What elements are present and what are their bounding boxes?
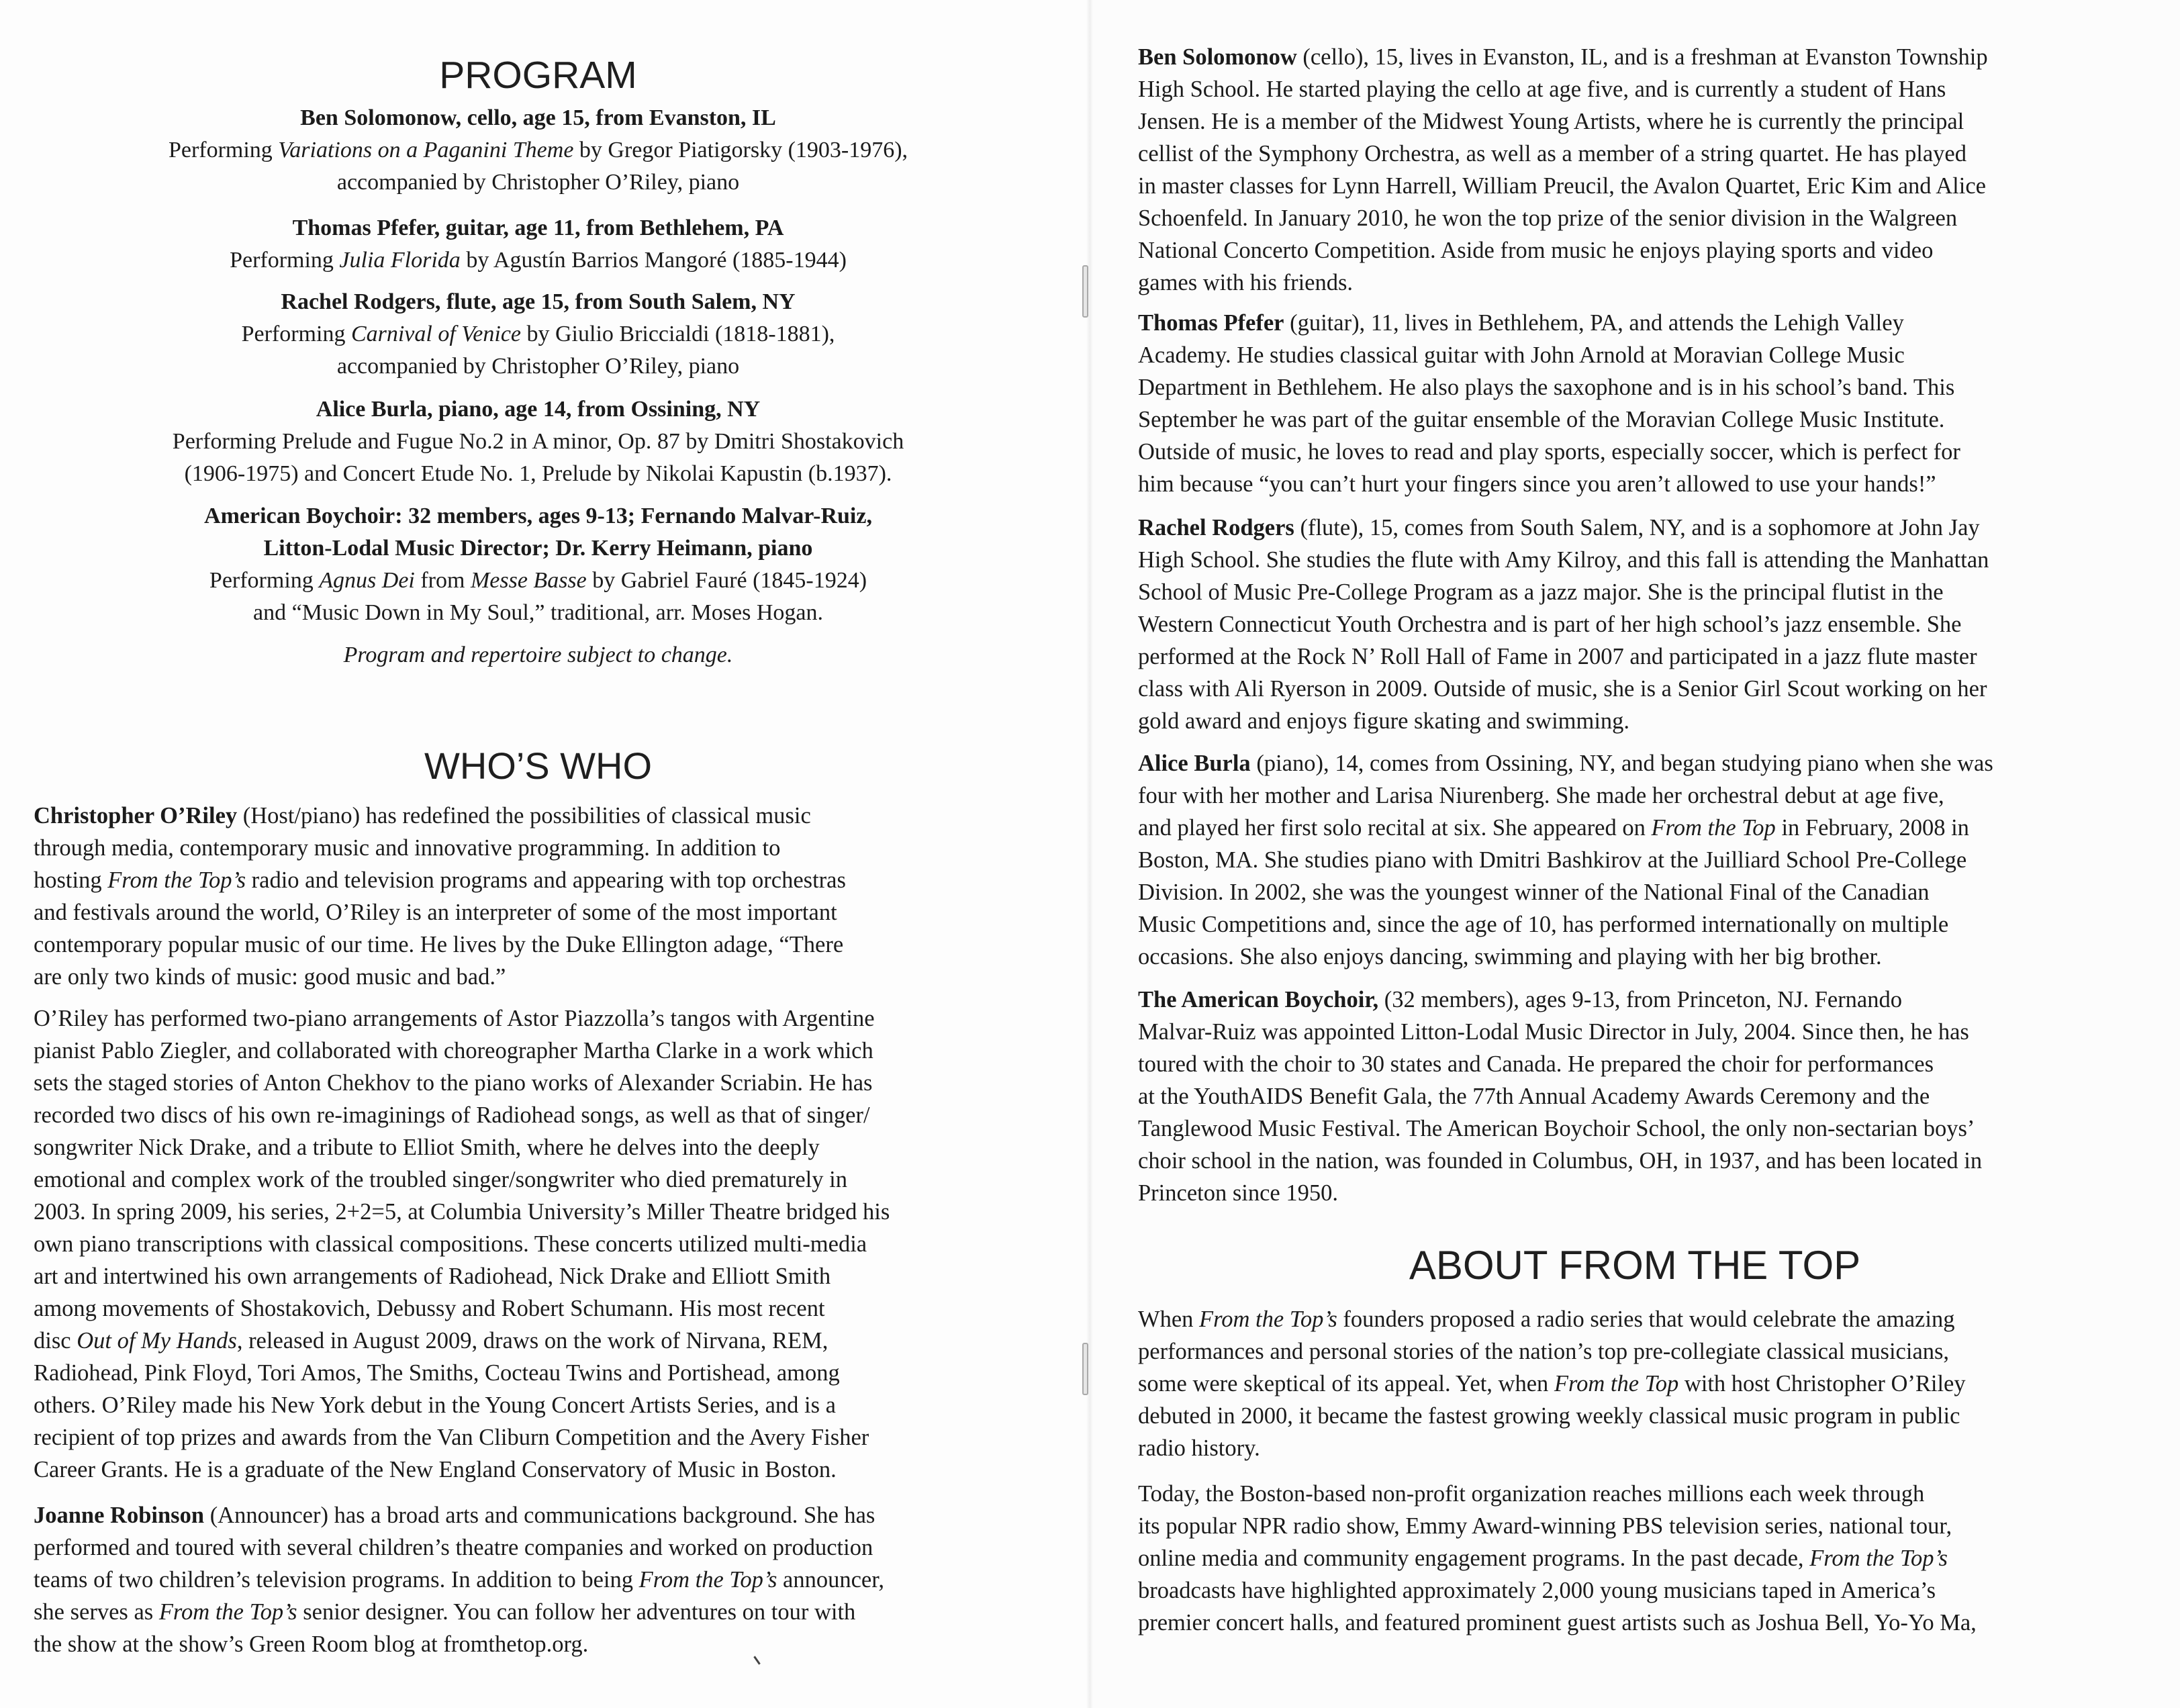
italic-text: From the Top’s xyxy=(638,1567,777,1593)
text: in February, 2008 in xyxy=(1775,815,1969,841)
bio-pfefer xyxy=(1138,307,1960,500)
text: disc xyxy=(34,1328,77,1354)
bio-line: emotional and complex work of the troubled singer/songwriter who died prematurely in xyxy=(34,1167,847,1192)
program-entry-accompaniment: accompanied by Christopher O’Riley, piano xyxy=(336,354,740,379)
italic-text: Out of My Hands xyxy=(77,1328,237,1354)
about-paragraph-1 xyxy=(1138,1303,1966,1464)
piece-title: Agnus Dei xyxy=(319,568,415,593)
italic-text: From the Top’s xyxy=(1199,1307,1337,1332)
text: and played her first solo recital at six. She appeared on xyxy=(1138,815,1652,841)
bio-line: contemporary popular music of our time. He lives by the Duke Ellington adage, “There xyxy=(34,932,844,957)
bio-line: School of Music Pre-College Program as a jazz major. She is the principal flutist in the xyxy=(1138,579,1944,605)
text: she serves as xyxy=(34,1599,159,1625)
text: online media and community engagement programs. In the past decade, xyxy=(1138,1546,1810,1571)
text: by Gregor Piatigorsky (1903-1976), xyxy=(573,138,908,162)
italic-text: From the Top’s xyxy=(1809,1546,1948,1571)
bio-line: recipient of top prizes and awards from the Van Cliburn Competition and the Avery Fisher xyxy=(34,1425,869,1450)
bio-line: Boston, MA. She studies piano with Dmitri Bashkirov at the Juilliard School Pre-College xyxy=(1138,847,1967,873)
bio-line: 2003. In spring 2009, his series, 2+2=5, at Columbia University’s Miller Theatre bridged his xyxy=(34,1199,890,1225)
about-heading: ABOUT FROM THE TOP xyxy=(1409,1243,1861,1288)
program-heading: PROGRAM xyxy=(439,54,637,97)
text: some were skeptical of its appeal. Yet, when xyxy=(1138,1371,1554,1396)
bio-line: Malvar-Ruiz was appointed Litton-Lodal Music Director in July, 2004. Since then, he has xyxy=(1138,1019,1969,1045)
program-entry-performance: (1906-1975) and Concert Etude No. 1, Prelude by Nikolai Kapustin (b.1937). xyxy=(184,461,892,486)
bio-line: through media, contemporary music and innovative programming. In addition to xyxy=(34,835,781,861)
bio-line: debuted in 2000, it became the fastest growing weekly classical music program in public xyxy=(1138,1403,1960,1429)
program-entry-headline: Thomas Pfefer, guitar, age 11, from Bethlehem, PA xyxy=(292,216,784,240)
bio-line xyxy=(1138,747,1993,779)
text: , released in August 2009, draws on the work of Nirvana, REM, xyxy=(236,1328,828,1354)
bio-line: Music Competitions and, since the age of 10, has performed internationally on multiple xyxy=(1138,912,1949,937)
bio-burla xyxy=(1138,747,1993,973)
text: Performing xyxy=(168,138,279,162)
bio-line xyxy=(34,1564,884,1596)
bio-line: class with Ali Ryerson in 2009. Outside of music, she is a Senior Girl Scout working on her xyxy=(1138,676,1987,702)
bio-name: The American Boychoir, xyxy=(1138,987,1379,1012)
program-entry-headline: American Boychoir: 32 members, ages 9-13; Fernando Malvar-Ruiz, xyxy=(204,504,872,528)
bio-line: High School. He started playing the cello at age five, and is currently a student of Hans xyxy=(1138,77,1946,102)
bio-name: Christopher O’Riley xyxy=(34,803,238,828)
bio-oriley-intro xyxy=(34,800,846,993)
bio-line: in master classes for Lynn Harrell, William Preucil, the Avalon Quartet, Eric Kim and Alice xyxy=(1138,173,1986,199)
program-entry-performance xyxy=(54,318,1023,350)
bio-line xyxy=(1138,984,1982,1016)
bio-line: cellist of the Symphony Orchestra, as well as a member of a string quartet. He has played xyxy=(1138,141,1966,167)
program-note xyxy=(54,639,1023,671)
piece-title: Messe Basse xyxy=(470,568,587,593)
bio-line xyxy=(1138,1368,1966,1400)
program-entry-performance xyxy=(54,565,1023,597)
bio-line: four with her mother and Larisa Niurenberg. She made her orchestral debut at age five, xyxy=(1138,783,1944,808)
program-entry-rodgers xyxy=(54,286,1023,383)
bio-line: sets the staged stories of Anton Chekhov to the piano works of Alexander Scriabin. He has xyxy=(34,1070,873,1096)
bio-line: others. O’Riley made his New York debut in the Young Concert Artists Series, and is a xyxy=(34,1392,836,1418)
bio-line: gold award and enjoys figure skating and swimming. xyxy=(1138,708,1630,734)
piece-title: Variations on a Paganini Theme xyxy=(278,138,574,162)
italic-text: From the Top xyxy=(1651,815,1776,841)
right-page xyxy=(1090,0,2180,1708)
bio-line: art and intertwined his own arrangements of Radiohead, Nick Drake and Elliott Smith xyxy=(34,1264,831,1289)
bio-line: September he was part of the guitar ensemble of the Moravian College Music Institute. xyxy=(1138,407,1945,432)
bio-line: performed and toured with several children’s theatre companies and worked on production xyxy=(34,1535,873,1560)
bio-line: Schoenfeld. In January 2010, he won the top prize of the senior division in the Walgreen xyxy=(1138,205,1958,231)
bio-name: Ben Solomonow xyxy=(1138,44,1297,70)
bio-line: Division. In 2002, she was the youngest winner of the National Final of the Canadian xyxy=(1138,880,1930,905)
bio-line xyxy=(1138,307,1960,339)
bio-line xyxy=(34,1596,884,1628)
bio-name: Alice Burla xyxy=(1138,751,1251,776)
bio-line: at the YouthAIDS Benefit Gala, the 77th Annual Academy Awards Ceremony and the xyxy=(1138,1084,1930,1109)
bio-line: the show at the show’s Green Room blog at fromthetop.org. xyxy=(34,1631,589,1657)
program-entry-boychoir xyxy=(54,500,1023,629)
bio-line: Career Grants. He is a graduate of the New England Conservatory of Music in Boston. xyxy=(34,1457,837,1482)
bio-name: Rachel Rodgers xyxy=(1138,515,1294,540)
bio-line xyxy=(1138,1542,1977,1574)
piece-title: Julia Florida xyxy=(339,248,461,273)
bio-line xyxy=(1138,41,1988,73)
text: by Agustín Barrios Mangoré (1885-1944) xyxy=(460,248,847,273)
bio-boychoir xyxy=(1138,984,1982,1209)
program-entry-burla xyxy=(54,393,1023,490)
bio-line: pianist Pablo Ziegler, and collaborated with choreographer Martha Clarke in a work which xyxy=(34,1038,873,1063)
bio-line xyxy=(1138,512,1989,544)
bio-line: radio history. xyxy=(1138,1435,1260,1461)
bio-line: own piano transcriptions with classical compositions. These concerts utilized multi-media xyxy=(34,1231,867,1257)
text: Performing xyxy=(230,248,340,273)
text: teams of two children’s television programs. In addition to being xyxy=(34,1567,639,1593)
bio-line: among movements of Shostakovich, Debussy and Robert Schumann. His most recent xyxy=(34,1296,825,1321)
bio-line xyxy=(34,1325,890,1357)
text: senior designer. You can follow her adventures on tour with xyxy=(297,1599,856,1625)
bio-line: games with his friends. xyxy=(1138,270,1354,295)
bio-solomonow xyxy=(1138,41,1988,299)
program-entry-performance xyxy=(54,244,1023,277)
italic-text: From the Top’s xyxy=(158,1599,297,1625)
bio-line: are only two kinds of music: good music and bad.” xyxy=(34,964,506,990)
bio-line: Princeton since 1950. xyxy=(1138,1180,1338,1206)
bio-line: Academy. He studies classical guitar with John Arnold at Moravian College Music xyxy=(1138,342,1905,368)
bio-name: Thomas Pfefer xyxy=(1138,310,1284,336)
italic-text: From the Top xyxy=(1554,1371,1679,1396)
text: (Host/piano) has redefined the possibilities of classical music xyxy=(237,803,811,828)
bio-line: him because “you can’t hurt your fingers since you aren’t allowed to use your hands!” xyxy=(1138,471,1936,497)
bio-line: Today, the Boston-based non-profit organization reaches millions each week through xyxy=(1138,1481,1925,1507)
text: When xyxy=(1138,1307,1200,1332)
bio-line xyxy=(1138,1303,1966,1335)
text: announcer, xyxy=(777,1567,884,1593)
staple-bottom xyxy=(1082,1343,1088,1395)
program-note-text: Program and repertoire subject to change. xyxy=(343,643,733,667)
bio-line: Radiohead, Pink Floyd, Tori Amos, The Smiths, Cocteau Twins and Portishead, among xyxy=(34,1360,840,1386)
program-entry-solomonow xyxy=(54,102,1023,199)
piece-title: Carnival of Venice xyxy=(350,322,521,346)
bio-line: High School. She studies the flute with Amy Kilroy, and this fall is attending the Manhattan xyxy=(1138,547,1989,573)
staple-top xyxy=(1082,265,1088,318)
bio-line xyxy=(34,800,846,832)
bio-line xyxy=(1138,812,1993,844)
text: from xyxy=(414,568,471,593)
text: (guitar), 11, lives in Bethlehem, PA, and attends the Lehigh Valley xyxy=(1284,310,1904,336)
bio-line: broadcasts have highlighted approximately 2,000 young musicians taped in America’s xyxy=(1138,1578,1936,1603)
program-entry-performance: Performing Prelude and Fugue No.2 in A minor, Op. 87 by Dmitri Shostakovich xyxy=(172,429,904,454)
program-entry-pfefer xyxy=(54,212,1023,277)
text: founders proposed a radio series that would celebrate the amazing xyxy=(1337,1307,1955,1332)
bio-line: its popular NPR radio show, Emmy Award-winning PBS television series, national tour, xyxy=(1138,1513,1952,1539)
bio-line: recorded two discs of his own re-imaginings of Radiohead songs, as well as that of singer/ xyxy=(34,1102,870,1128)
italic-text: From the Top’s xyxy=(107,867,246,893)
text: by Giulio Briccialdi (1818-1881), xyxy=(521,322,835,346)
program-entry-headline: Litton-Lodal Music Director; Dr. Kerry Heimann, piano xyxy=(263,536,813,561)
bio-line: Jensen. He is a member of the Midwest Young Artists, where he is currently the principal xyxy=(1138,109,1964,134)
about-paragraph-2 xyxy=(1138,1478,1977,1639)
bio-name: Joanne Robinson xyxy=(34,1503,205,1528)
bio-line: premier concert halls, and featured prominent guest artists such as Joshua Bell, Yo-Yo Ma, xyxy=(1138,1610,1977,1635)
text: (piano), 14, comes from Ossining, NY, and began studying piano when she was xyxy=(1250,751,1993,776)
text: (32 members), ages 9-13, from Princeton, NJ. Fernando xyxy=(1378,987,1902,1012)
program-entry-performance: and “Music Down in My Soul,” traditional, arr. Moses Hogan. xyxy=(253,600,823,625)
text: radio and television programs and appearing with top orchestras xyxy=(246,867,846,893)
bio-line: songwriter Nick Drake, and a tribute to Elliot Smith, where he delves into the deeply xyxy=(34,1135,820,1160)
text: by Gabriel Fauré (1845-1924) xyxy=(586,568,867,593)
text: (flute), 15, comes from South Salem, NY, and is a sophomore at John Jay xyxy=(1294,515,1980,540)
bio-line: O’Riley has performed two-piano arrangements of Astor Piazzolla’s tangos with Argentine xyxy=(34,1006,875,1031)
bio-oriley-career xyxy=(34,1002,890,1486)
bio-line: performances and personal stories of the nation’s top pre-collegiate classical musicians, xyxy=(1138,1339,1950,1364)
text: (cello), 15, lives in Evanston, IL, and is a freshman at Evanston Township xyxy=(1296,44,1988,70)
bio-line: Outside of music, he loves to read and play sports, especially soccer, which is perfect for xyxy=(1138,439,1960,465)
bio-line xyxy=(34,864,846,896)
bio-line: and festivals around the world, O’Riley is an interpreter of some of the most important xyxy=(34,900,837,925)
text: hosting xyxy=(34,867,108,893)
program-entry-headline: Rachel Rodgers, flute, age 15, from South Salem, NY xyxy=(281,289,796,314)
program-entry-headline: Ben Solomonow, cello, age 15, from Evanston, IL xyxy=(300,105,776,130)
bio-line: choir school in the nation, was founded in Columbus, OH, in 1937, and has been located in xyxy=(1138,1148,1983,1174)
page-fold xyxy=(1086,0,1093,1708)
program-entry-accompaniment: accompanied by Christopher O’Riley, piano xyxy=(336,170,740,195)
bio-line: occasions. She also enjoys dancing, swimming and playing with her big brother. xyxy=(1138,944,1882,969)
bio-line: toured with the choir to 30 states and Canada. He prepared the choir for performances xyxy=(1138,1051,1934,1077)
bio-line xyxy=(34,1499,884,1531)
bio-line: Western Connecticut Youth Orchestra and is part of her high school’s jazz ensemble. She xyxy=(1138,612,1962,637)
text: with host Christopher O’Riley xyxy=(1678,1371,1966,1396)
bio-robinson xyxy=(34,1499,884,1660)
text: (Announcer) has a broad arts and communications background. She has xyxy=(204,1503,875,1528)
bio-line: Department in Bethlehem. He also plays the saxophone and is in his school’s band. This xyxy=(1138,375,1955,400)
bio-line: Tanglewood Music Festival. The American Boychoir School, the only non-sectarian boys’ xyxy=(1138,1116,1975,1141)
bio-rodgers xyxy=(1138,512,1989,737)
whos-who-heading: WHO’S WHO xyxy=(424,745,653,787)
text: Performing xyxy=(209,568,320,593)
program-entry-performance xyxy=(54,134,1023,167)
bio-line: National Concerto Competition. Aside from music he enjoys playing sports and video xyxy=(1138,238,1934,263)
text: Performing xyxy=(241,322,351,346)
bio-line: performed at the Rock N’ Roll Hall of Fame in 2007 and participated in a jazz flute master xyxy=(1138,644,1977,669)
program-entry-headline: Alice Burla, piano, age 14, from Ossining, NY xyxy=(316,397,761,422)
